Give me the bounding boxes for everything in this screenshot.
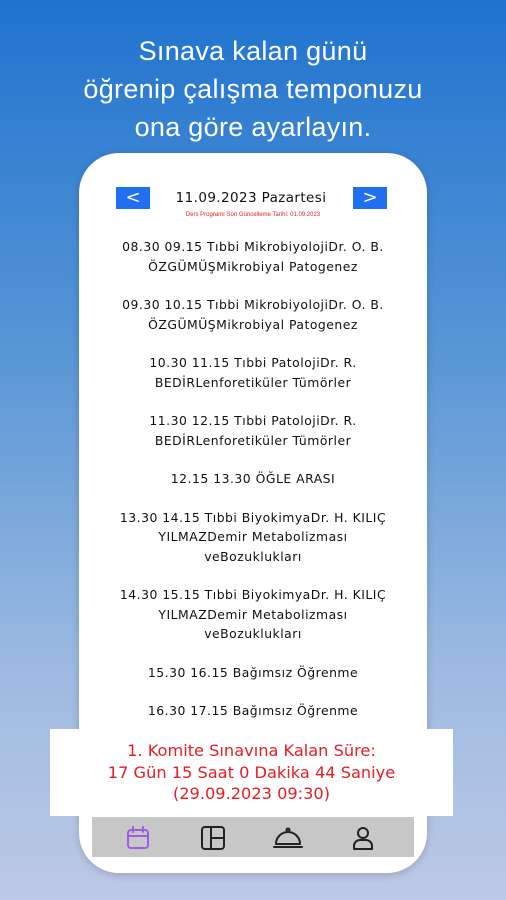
schedule-entry: [89, 663, 417, 683]
entry-line: 15.30 16.15 Bağımsız Öğrenme: [147, 664, 359, 680]
entry-line: ÖZGÜMÜŞMikrobiyal Patogenez: [148, 316, 358, 332]
entry-line: YILMAZDemir Metabolizması: [158, 606, 348, 622]
next-day-button[interactable]: >: [353, 187, 387, 209]
countdown-exam-date: (29.09.2023 09:30): [172, 784, 331, 803]
schedule-entry: [89, 411, 417, 450]
current-date: 11.09.2023 Pazartesi: [175, 190, 327, 206]
entry-line: veBozuklukları: [204, 548, 302, 564]
promo-headline: [0, 32, 506, 146]
headline-line-3: ona göre ayarlayın.: [134, 112, 372, 142]
dish-icon: [273, 825, 303, 851]
schedule-entry: [89, 701, 417, 721]
entry-line: 09.30 10.15 Tıbbi MikrobiyolojiDr. O. B.: [122, 297, 384, 312]
date-navigator: [79, 187, 427, 209]
headline-line-2: öğrenip çalışma temponuzu: [83, 74, 423, 104]
tab-grid[interactable]: [198, 824, 228, 852]
person-icon: [350, 825, 376, 851]
entry-line: 14.30 15.15 Tıbbi BiyokimyaDr. H. KILIÇ: [119, 587, 387, 602]
bottom-tab-bar: [92, 817, 414, 857]
schedule-list[interactable]: [89, 237, 417, 740]
schedule-entry: [89, 585, 417, 644]
entry-line: 11.30 12.15 Tıbbi PatolojiDr. R.: [149, 413, 357, 428]
headline-line-1: Sınava kalan günü: [138, 36, 368, 66]
schedule-entry: [89, 237, 417, 276]
entry-line: YILMAZDemir Metabolizması: [158, 529, 348, 544]
schedule-entry: [89, 469, 417, 489]
entry-line: 10.30 11.15 Tıbbi PatolojiDr. R.: [149, 355, 357, 370]
entry-line: ÖZGÜMÜŞMikrobiyal Patogenez: [148, 258, 358, 274]
entry-line: BEDİRLenforetiküler Tümörler: [154, 374, 352, 390]
countdown-title: 1. Komite Sınavına Kalan Süre:: [127, 741, 376, 760]
entry-line: 13.30 14.15 Tıbbi BiyokimyaDr. H. KILIÇ: [119, 509, 387, 525]
grid-icon: [200, 825, 226, 851]
calendar-icon: [125, 825, 151, 851]
tab-meals[interactable]: [273, 824, 303, 852]
exam-countdown-banner: [50, 729, 453, 816]
schedule-entry: [89, 353, 417, 392]
schedule-entry: [89, 508, 417, 567]
entry-line: 08.30 09.15 Tıbbi MikrobiyolojiDr. O. B.: [122, 239, 384, 254]
tab-calendar[interactable]: [123, 824, 153, 852]
entry-line: BEDİRLenforetiküler Tümörler: [154, 432, 352, 448]
countdown-remaining: 17 Gün 15 Saat 0 Dakika 44 Saniye: [107, 762, 396, 782]
entry-line: 16.30 17.15 Bağımsız Öğrenme: [147, 703, 359, 718]
previous-day-button[interactable]: <: [116, 187, 150, 209]
entry-line: veBozuklukları: [204, 626, 302, 641]
tab-profile[interactable]: [348, 824, 378, 852]
last-updated-note: Ders Programı Son Güncelleme Tarihi: 01.09.2023: [185, 212, 321, 218]
entry-line: 12.15 13.30 ÖĞLE ARASI: [170, 471, 336, 486]
schedule-entry: [89, 295, 417, 334]
